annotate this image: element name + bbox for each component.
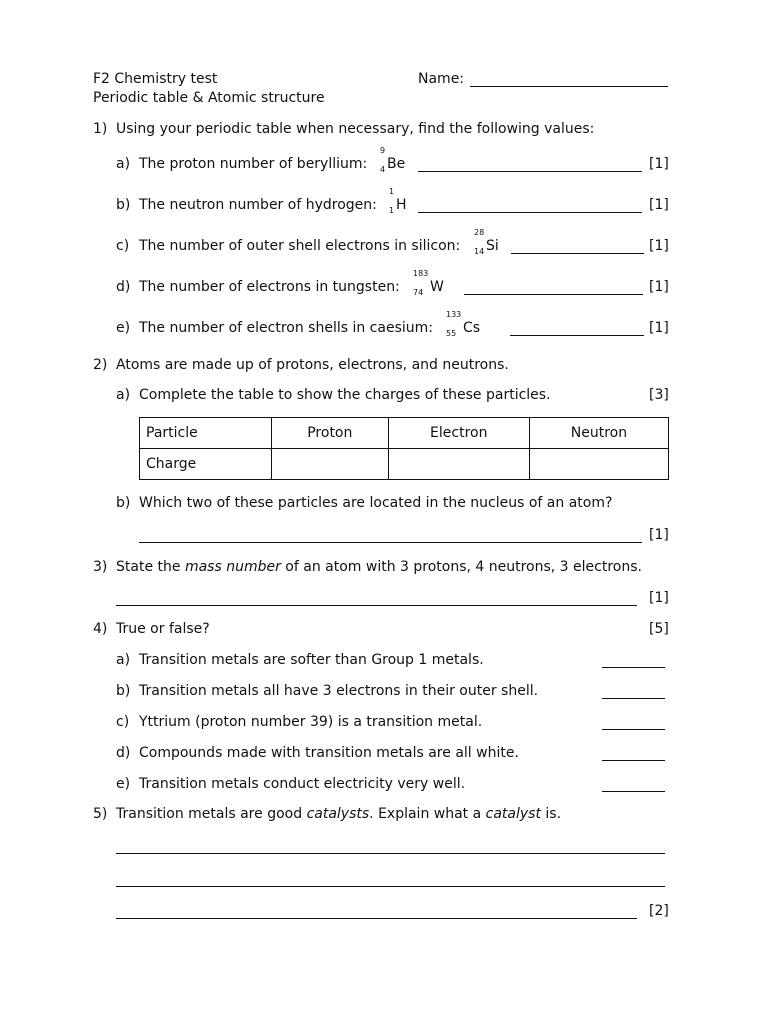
electron-charge-cell[interactable] xyxy=(388,449,529,480)
q5-text-part: is. xyxy=(540,806,562,822)
test-subtitle: Periodic table & Atomic structure xyxy=(93,90,325,106)
q1d-mass-number: 183 xyxy=(413,269,429,278)
q2-number: 2) xyxy=(93,357,108,373)
q4d-letter: d) xyxy=(116,745,131,761)
q3-text xyxy=(116,560,642,574)
q1b-mass-number: 1 xyxy=(389,187,395,196)
q3-text-part: of an atom with 3 protons, 4 neutrons, 3 electrons. xyxy=(280,559,642,575)
q1e-atomic-number: 55 xyxy=(446,329,457,338)
q1e-answer-line[interactable] xyxy=(510,334,644,336)
q1e-letter: e) xyxy=(116,320,131,336)
q5-answer-line-3[interactable] xyxy=(116,917,637,919)
table-header-proton: Proton xyxy=(272,418,389,449)
q1c-text: The number of outer shell electrons in silicon: xyxy=(139,238,461,254)
q1d-mark: [1] xyxy=(649,279,669,295)
name-label: Name: xyxy=(418,71,465,87)
q1c-isotope xyxy=(474,228,499,256)
q1a-atomic-number: 4 xyxy=(380,165,386,174)
q1b-element-symbol: H xyxy=(396,197,407,213)
q4c-text: Yttrium (proton number 39) is a transition metal. xyxy=(139,714,483,730)
q1-text: Using your periodic table when necessary, find the following values: xyxy=(116,121,595,137)
q1a-text: The proton number of beryllium: xyxy=(139,156,368,172)
test-title: F2 Chemistry test xyxy=(93,71,218,87)
q1d-element-symbol: W xyxy=(430,279,444,295)
q4e-text: Transition metals conduct electricity very well. xyxy=(139,776,466,792)
q4-number: 4) xyxy=(93,621,108,637)
q1d-letter: d) xyxy=(116,279,131,295)
q1e-text: The number of electron shells in caesium: xyxy=(139,320,433,336)
q5-text xyxy=(116,807,561,821)
q1a-mass-number: 9 xyxy=(380,146,386,155)
q1b-text: The neutron number of hydrogen: xyxy=(139,197,377,213)
q1a-isotope xyxy=(380,146,406,174)
q2a-letter: a) xyxy=(116,387,131,403)
q4c-answer-line[interactable] xyxy=(602,728,665,730)
q2-text: Atoms are made up of protons, electrons, and neutrons. xyxy=(116,357,509,373)
q2b-answer-line[interactable] xyxy=(139,541,642,543)
table-charge-row xyxy=(140,449,669,480)
q1e-mark: [1] xyxy=(649,320,669,336)
q1e-element-symbol: Cs xyxy=(463,320,481,336)
q1b-letter: b) xyxy=(116,197,131,213)
q1d-isotope xyxy=(413,269,444,297)
q1a-answer-line[interactable] xyxy=(418,170,642,172)
table-header-row xyxy=(140,418,669,449)
q1c-atomic-number: 14 xyxy=(474,247,485,256)
table-row-label-charge: Charge xyxy=(140,449,272,480)
table-header-electron: Electron xyxy=(388,418,529,449)
q5-number: 5) xyxy=(93,806,108,822)
q1b-isotope xyxy=(389,187,407,215)
q1a-letter: a) xyxy=(116,156,131,172)
q1c-mass-number: 28 xyxy=(474,228,485,237)
q2b-text: Which two of these particles are located in the nucleus of an atom? xyxy=(139,495,613,511)
q1d-answer-line[interactable] xyxy=(464,293,643,295)
q3-answer-line[interactable] xyxy=(116,604,637,606)
q3-text-part: State the xyxy=(116,559,185,575)
q4-mark: [5] xyxy=(649,621,669,637)
q1b-answer-line[interactable] xyxy=(418,211,642,213)
q5-italic-term: catalyst xyxy=(485,806,541,822)
q5-italic-term: catalysts xyxy=(306,806,370,822)
q1e-mass-number: 133 xyxy=(446,310,462,319)
q1c-answer-line[interactable] xyxy=(511,252,644,254)
q1d-text: The number of electrons in tungsten: xyxy=(139,279,400,295)
q1-number: 1) xyxy=(93,121,108,137)
q4-text: True or false? xyxy=(116,621,210,637)
q2b-mark: [1] xyxy=(649,527,669,543)
table-header-particle: Particle xyxy=(140,418,272,449)
q1d-atomic-number: 74 xyxy=(413,288,424,297)
q3-number: 3) xyxy=(93,559,108,575)
table-header-neutron: Neutron xyxy=(529,418,668,449)
q3-mark: [1] xyxy=(649,590,669,606)
q4b-answer-line[interactable] xyxy=(602,697,665,699)
q1c-mark: [1] xyxy=(649,238,669,254)
q4a-text: Transition metals are softer than Group 1 metals. xyxy=(139,652,484,668)
q1e-isotope xyxy=(446,310,481,338)
q5-mark: [2] xyxy=(649,903,669,919)
q4d-text: Compounds made with transition metals are all white. xyxy=(139,745,519,761)
q5-text-part: . Explain what a xyxy=(369,806,486,822)
q4a-letter: a) xyxy=(116,652,131,668)
q1b-atomic-number: 1 xyxy=(389,206,395,215)
q2b-letter: b) xyxy=(116,495,131,511)
q4b-letter: b) xyxy=(116,683,131,699)
q4e-letter: e) xyxy=(116,776,131,792)
q1b-mark: [1] xyxy=(649,197,669,213)
q4c-letter: c) xyxy=(116,714,130,730)
proton-charge-cell[interactable] xyxy=(272,449,389,480)
q5-answer-line-2[interactable] xyxy=(116,885,665,887)
q4a-answer-line[interactable] xyxy=(602,666,665,668)
q1a-element-symbol: Be xyxy=(387,156,406,172)
q1c-letter: c) xyxy=(116,238,130,254)
q1a-mark: [1] xyxy=(649,156,669,172)
q3-italic-term: mass number xyxy=(184,559,281,575)
q1c-element-symbol: Si xyxy=(486,238,499,254)
q4d-answer-line[interactable] xyxy=(602,759,665,761)
q2a-text: Complete the table to show the charges of these particles. xyxy=(139,387,551,403)
q4e-answer-line[interactable] xyxy=(602,790,665,792)
neutron-charge-cell[interactable] xyxy=(529,449,668,480)
q2a-mark: [3] xyxy=(649,387,669,403)
charges-table xyxy=(139,417,669,480)
q4b-text: Transition metals all have 3 electrons in their outer shell. xyxy=(139,683,539,699)
q5-text-part: Transition metals are good xyxy=(116,806,307,822)
name-answer-line[interactable] xyxy=(470,85,668,87)
q5-answer-line-1[interactable] xyxy=(116,852,665,854)
